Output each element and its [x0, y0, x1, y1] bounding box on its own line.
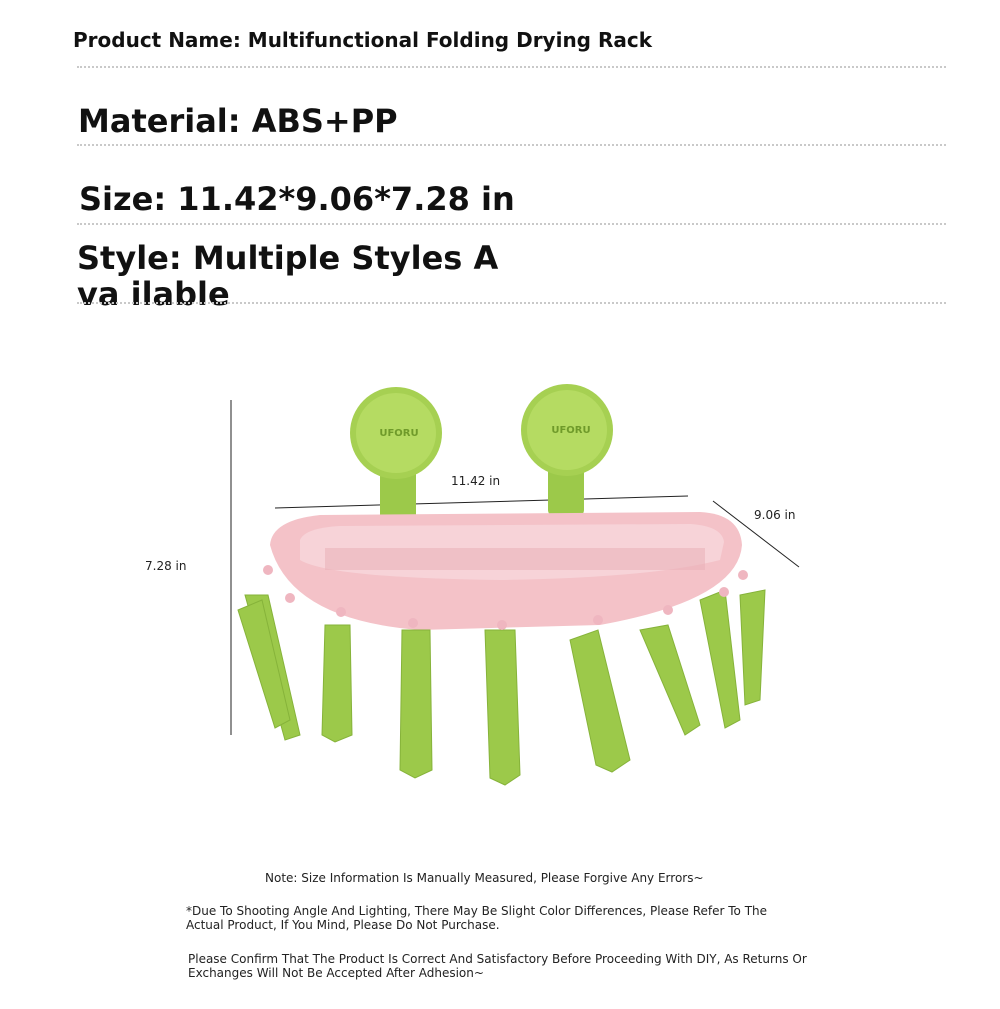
height-dimension-label: 7.28 in — [145, 559, 187, 573]
width-dimension-line — [275, 496, 688, 508]
width-dimension-label: 11.42 in — [451, 474, 501, 488]
measurement-note: Note: Size Information Is Manually Measured, Please Forgive Any Errors~ — [265, 871, 704, 885]
size-heading: Size: 11.42*9.06*7.28 in — [79, 180, 515, 218]
style-heading: Style: Multiple Styles Ava ilable — [77, 239, 499, 313]
hook-brand-text: UFORU — [379, 428, 419, 439]
product-name-heading: Product Name: Multifunctional Folding Drying Rack — [73, 28, 653, 52]
suction-hook-left — [350, 387, 442, 521]
depth-dimension-label: 9.06 in — [754, 508, 796, 522]
hook-brand-text: UFORU — [551, 425, 591, 436]
material-heading: Material: ABS+PP — [78, 102, 398, 140]
color-difference-note: *Due To Shooting Angle And Lighting, There May Be Slight Color Differences, Please Refer To The Actual Product, If You Mind, Please Do Not Purchase. — [186, 904, 768, 932]
returns-note: Please Confirm That The Product Is Correct And Satisfactory Before Proceeding With DIY, As Returns Or Exchanges Will Not Be Accepted After Adhesion~ — [188, 952, 807, 980]
suction-hook-right — [521, 384, 613, 516]
